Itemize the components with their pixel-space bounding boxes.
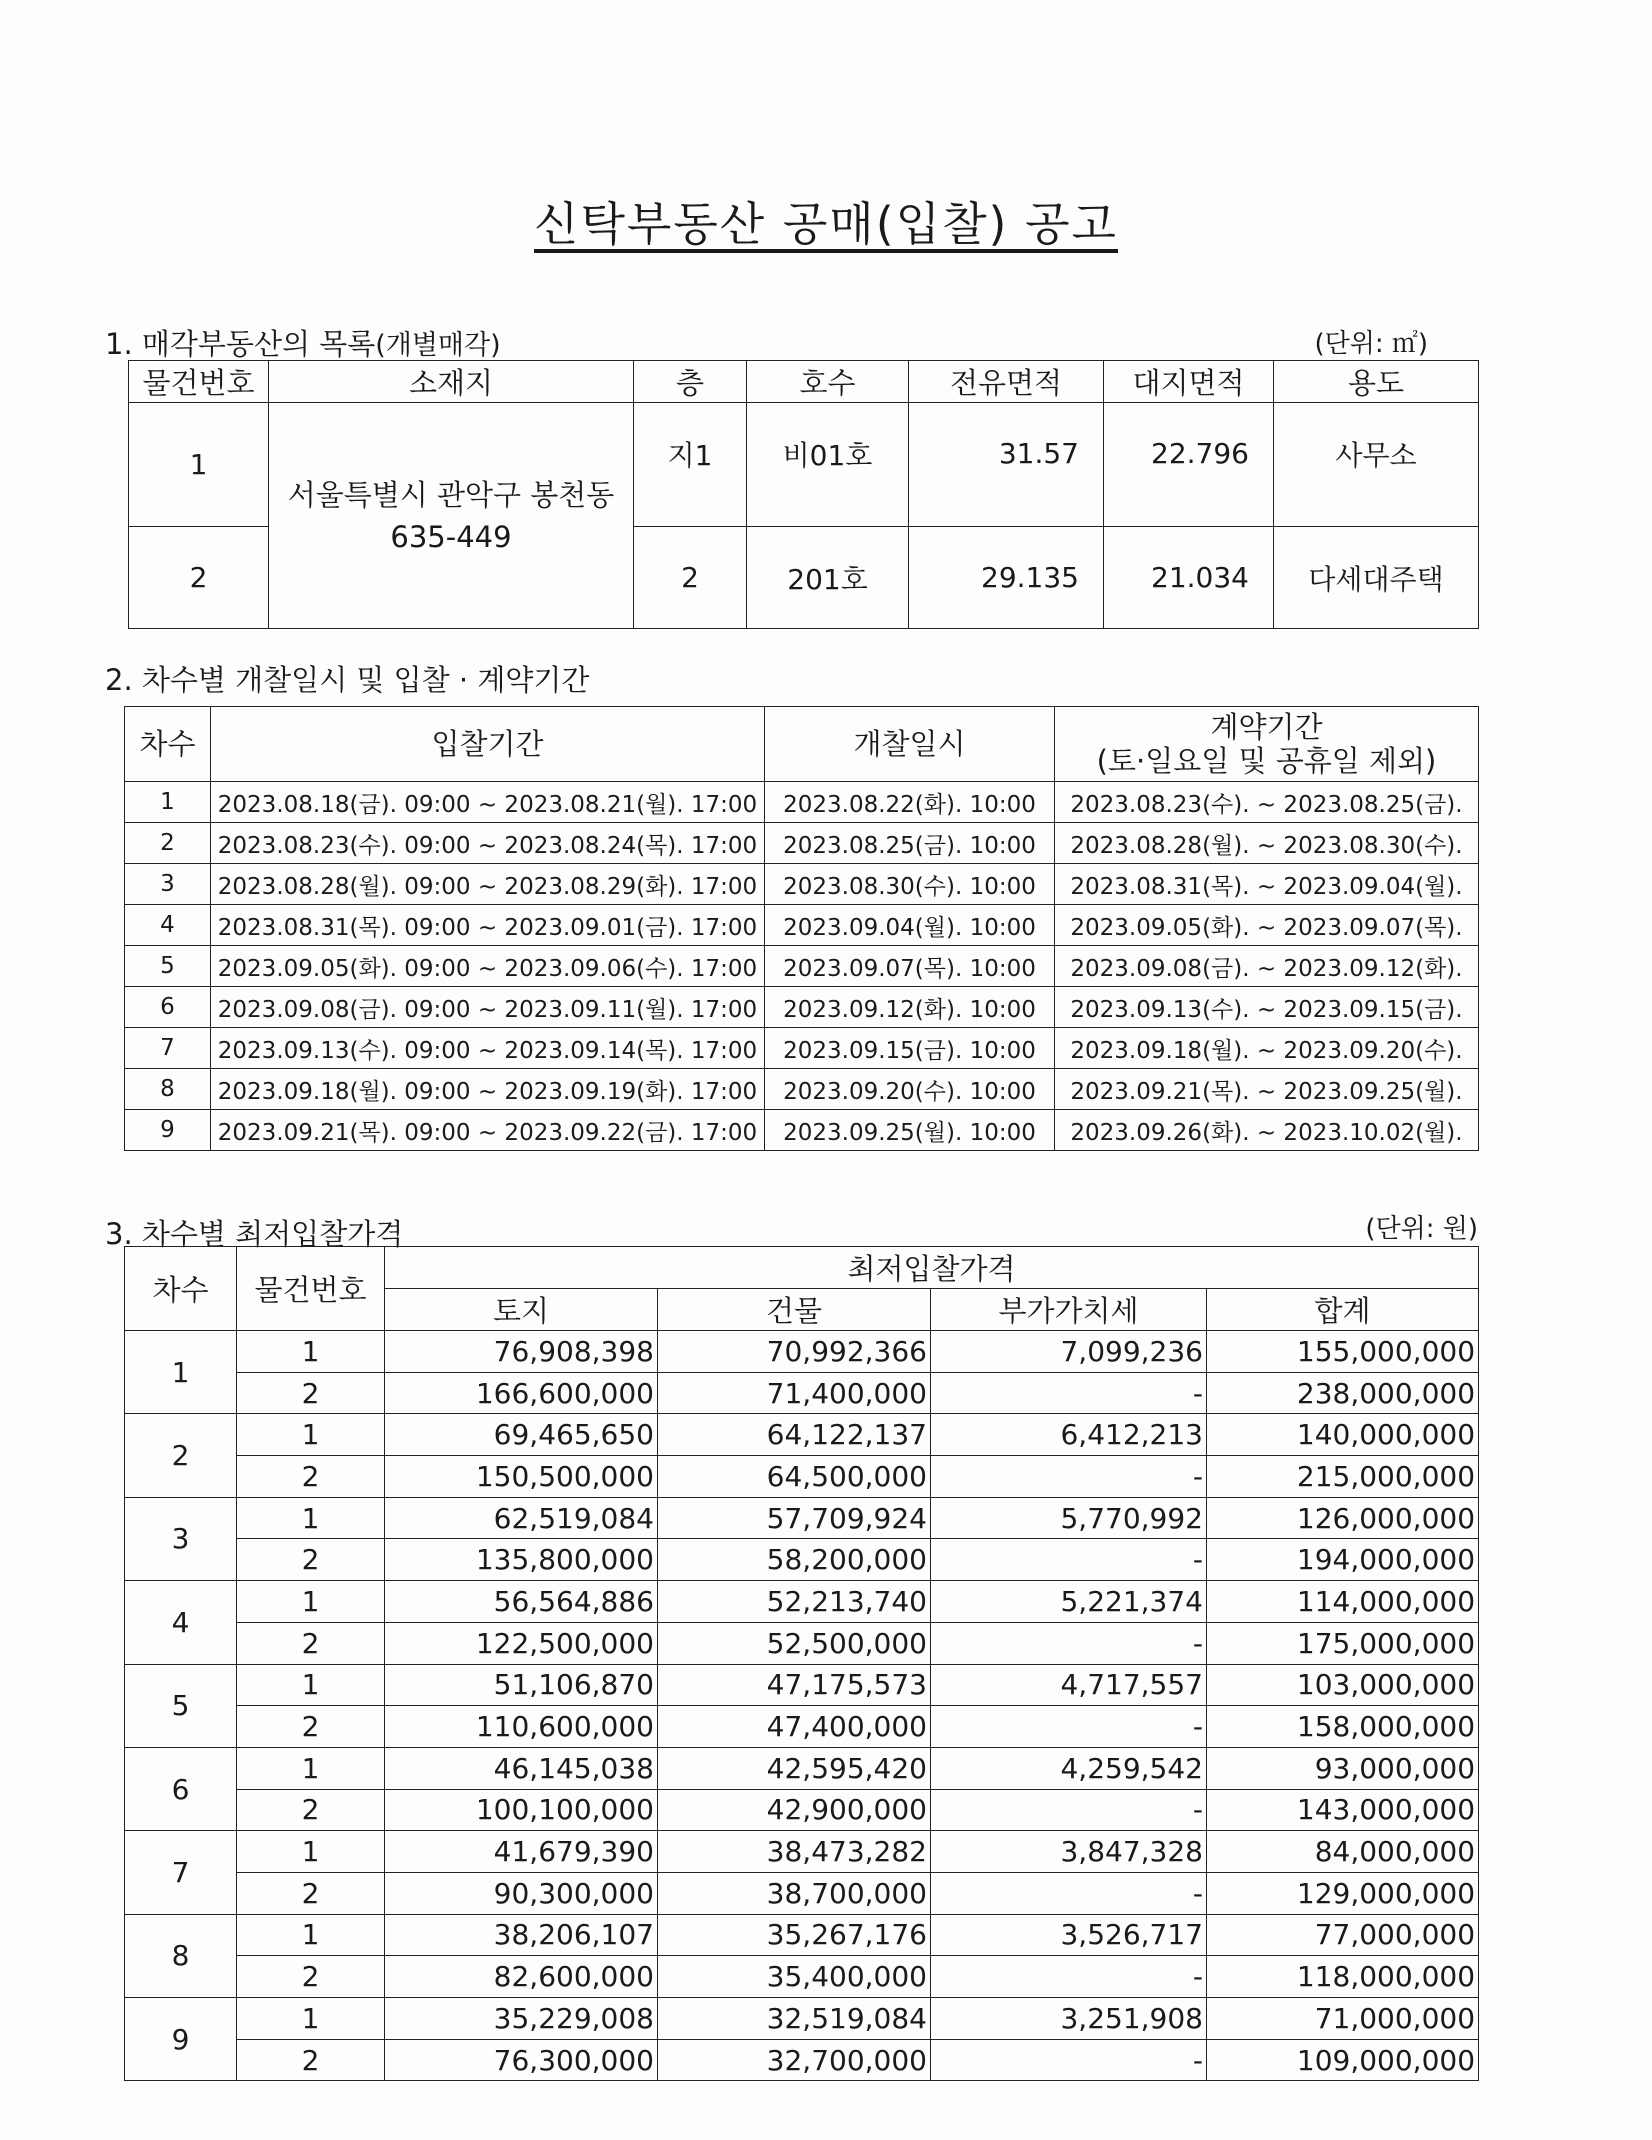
table-header-row	[129, 361, 1479, 403]
table-header-row	[125, 1247, 1479, 1289]
table-row	[125, 1581, 1479, 1623]
item-no: 2	[237, 1872, 385, 1914]
land-price: 76,300,000	[385, 2039, 658, 2081]
table-row	[125, 1456, 1479, 1498]
item-no: 1	[237, 1414, 385, 1456]
land-price: 100,100,000	[385, 1789, 658, 1831]
table-row	[125, 1664, 1479, 1706]
header-round: 차수	[125, 1247, 237, 1331]
total-price: 158,000,000	[1207, 1706, 1479, 1748]
vat-amount: 5,770,992	[931, 1497, 1207, 1539]
item-no: 2	[237, 1372, 385, 1414]
document-title: 신탁부동산 공매(입찰) 공고	[534, 197, 1118, 251]
building-price: 47,400,000	[658, 1706, 931, 1748]
header-round: 차수	[125, 707, 211, 782]
land-price: 51,106,870	[385, 1664, 658, 1706]
table-row	[125, 1539, 1479, 1581]
round-number: 9	[125, 1110, 211, 1151]
land-price: 62,519,084	[385, 1497, 658, 1539]
item-no: 1	[237, 1747, 385, 1789]
table-row	[125, 987, 1479, 1028]
building-price: 38,700,000	[658, 1872, 931, 1914]
total-price: 118,000,000	[1207, 1956, 1479, 1998]
section1-unit: (단위: ㎡)	[1314, 329, 1428, 359]
item-no: 1	[237, 1831, 385, 1873]
section1-heading-sub: (개별매각)	[375, 330, 501, 361]
building-price: 52,213,740	[658, 1581, 931, 1623]
header-contract-line: 계약기간	[1210, 710, 1323, 744]
round-number: 4	[125, 1581, 237, 1664]
total-price: 155,000,000	[1207, 1331, 1479, 1373]
vat-amount: 4,717,557	[931, 1664, 1207, 1706]
schedule-table	[124, 706, 1479, 1151]
section2-heading: 2. 차수별 개찰일시 및 입찰 · 계약기간	[105, 663, 590, 697]
vat-amount: -	[931, 1789, 1207, 1831]
section1-heading	[105, 322, 501, 363]
land-price: 166,600,000	[385, 1372, 658, 1414]
item-no: 2	[237, 2039, 385, 2081]
round-number: 2	[125, 823, 211, 864]
total-price: 126,000,000	[1207, 1497, 1479, 1539]
total-price: 238,000,000	[1207, 1372, 1479, 1414]
building-price: 35,267,176	[658, 1914, 931, 1956]
header-min-price-group: 최저입찰가격	[385, 1247, 1479, 1289]
section3-heading: 3. 차수별 최저입찰가격	[105, 1217, 404, 1251]
table-row	[125, 1622, 1479, 1664]
header-unit: 호수	[747, 361, 909, 403]
vat-amount: -	[931, 1372, 1207, 1414]
vat-amount: -	[931, 1456, 1207, 1498]
building-price: 32,519,084	[658, 1998, 931, 2040]
total-price: 93,000,000	[1207, 1747, 1479, 1789]
total-price: 77,000,000	[1207, 1914, 1479, 1956]
building-price: 52,500,000	[658, 1622, 931, 1664]
table-row	[125, 823, 1479, 864]
table-row	[125, 1998, 1479, 2040]
total-price: 114,000,000	[1207, 1581, 1479, 1623]
table-row	[125, 946, 1479, 987]
round-number: 7	[125, 1831, 237, 1914]
header-building: 건물	[658, 1289, 931, 1331]
bid-period: 2023.08.23(수). 09:00 ~ 2023.08.24(목). 17:00	[211, 823, 765, 864]
round-number: 5	[125, 946, 211, 987]
bid-period: 2023.08.18(금). 09:00 ~ 2023.08.21(월). 17:00	[211, 782, 765, 823]
item-no: 1	[237, 1581, 385, 1623]
header-vat: 부가가치세	[931, 1289, 1207, 1331]
total-price: 175,000,000	[1207, 1622, 1479, 1664]
opening-datetime: 2023.08.25(금). 10:00	[765, 823, 1055, 864]
exclusive-area: 31.57	[909, 403, 1104, 527]
contract-period: 2023.09.08(금). ~ 2023.09.12(화).	[1055, 946, 1479, 987]
land-area: 22.796	[1104, 403, 1274, 527]
vat-amount: -	[931, 1956, 1207, 1998]
building-price: 70,992,366	[658, 1331, 931, 1373]
vat-amount: -	[931, 1622, 1207, 1664]
header-land-area: 대지면적	[1104, 361, 1274, 403]
header-exclusive-area: 전유면적	[909, 361, 1104, 403]
contract-period: 2023.08.28(월). ~ 2023.08.30(수).	[1055, 823, 1479, 864]
contract-period: 2023.09.21(목). ~ 2023.09.25(월).	[1055, 1069, 1479, 1110]
table-row	[125, 1872, 1479, 1914]
address-line: 635-449	[390, 519, 512, 554]
round-number: 2	[125, 1414, 237, 1497]
opening-datetime: 2023.09.25(월). 10:00	[765, 1110, 1055, 1151]
header-use: 용도	[1274, 361, 1479, 403]
land-price: 46,145,038	[385, 1747, 658, 1789]
vat-amount: 3,526,717	[931, 1914, 1207, 1956]
bid-period: 2023.09.05(화). 09:00 ~ 2023.09.06(수). 17:00	[211, 946, 765, 987]
building-price: 47,175,573	[658, 1664, 931, 1706]
vat-amount: -	[931, 1872, 1207, 1914]
header-location: 소재지	[269, 361, 634, 403]
item-no: 2	[237, 1456, 385, 1498]
round-number: 8	[125, 1914, 237, 1997]
bid-period: 2023.09.08(금). 09:00 ~ 2023.09.11(월). 17:00	[211, 987, 765, 1028]
land-price: 38,206,107	[385, 1914, 658, 1956]
unit-number: 201호	[747, 527, 909, 629]
table-row	[125, 1956, 1479, 1998]
table-row	[125, 1706, 1479, 1748]
opening-datetime: 2023.09.04(월). 10:00	[765, 905, 1055, 946]
round-number: 5	[125, 1664, 237, 1747]
building-price: 64,122,137	[658, 1414, 931, 1456]
property-list-table	[128, 360, 1479, 629]
total-price: 129,000,000	[1207, 1872, 1479, 1914]
opening-datetime: 2023.08.22(화). 10:00	[765, 782, 1055, 823]
header-floor: 층	[634, 361, 747, 403]
item-no: 2	[237, 1539, 385, 1581]
land-price: 135,800,000	[385, 1539, 658, 1581]
use: 사무소	[1274, 403, 1479, 527]
vat-amount: 6,412,213	[931, 1414, 1207, 1456]
round-number: 7	[125, 1028, 211, 1069]
table-row	[125, 1331, 1479, 1373]
land-area: 21.034	[1104, 527, 1274, 629]
item-no: 1	[237, 1497, 385, 1539]
header-bid-period: 입찰기간	[211, 707, 765, 782]
header-contract-period	[1055, 707, 1479, 782]
contract-period: 2023.08.23(수). ~ 2023.08.25(금).	[1055, 782, 1479, 823]
round-number: 1	[125, 782, 211, 823]
table-row	[125, 782, 1479, 823]
table-row	[129, 403, 1479, 527]
vat-amount: -	[931, 2039, 1207, 2081]
building-price: 32,700,000	[658, 2039, 931, 2081]
vat-amount: -	[931, 1539, 1207, 1581]
item-no: 1	[237, 1331, 385, 1373]
table-row	[125, 1414, 1479, 1456]
land-price: 110,600,000	[385, 1706, 658, 1748]
total-price: 194,000,000	[1207, 1539, 1479, 1581]
item-no: 1	[237, 1664, 385, 1706]
opening-datetime: 2023.09.07(목). 10:00	[765, 946, 1055, 987]
vat-amount: 4,259,542	[931, 1747, 1207, 1789]
contract-period: 2023.09.13(수). ~ 2023.09.15(금).	[1055, 987, 1479, 1028]
total-price: 84,000,000	[1207, 1831, 1479, 1873]
vat-amount: 3,847,328	[931, 1831, 1207, 1873]
table-row	[125, 1110, 1479, 1151]
use: 다세대주택	[1274, 527, 1479, 629]
table-row	[125, 1747, 1479, 1789]
unit-number: 비01호	[747, 403, 909, 527]
round-number: 6	[125, 1747, 237, 1830]
round-number: 8	[125, 1069, 211, 1110]
vat-amount: 3,251,908	[931, 1998, 1207, 2040]
bid-period: 2023.08.28(월). 09:00 ~ 2023.08.29(화). 17:00	[211, 864, 765, 905]
round-number: 1	[125, 1331, 237, 1414]
table-row	[125, 1789, 1479, 1831]
total-price: 71,000,000	[1207, 1998, 1479, 2040]
round-number: 9	[125, 1998, 237, 2081]
land-price: 76,908,398	[385, 1331, 658, 1373]
item-no: 2	[237, 1622, 385, 1664]
table-row	[125, 1914, 1479, 1956]
item-no: 2	[237, 1789, 385, 1831]
vat-amount: -	[931, 1706, 1207, 1748]
round-number: 4	[125, 905, 211, 946]
total-price: 103,000,000	[1207, 1664, 1479, 1706]
land-price: 56,564,886	[385, 1581, 658, 1623]
floor: 지1	[634, 403, 747, 527]
bid-period: 2023.09.13(수). 09:00 ~ 2023.09.14(목). 17:00	[211, 1028, 765, 1069]
building-price: 35,400,000	[658, 1956, 931, 1998]
floor: 2	[634, 527, 747, 629]
section3-unit: (단위: 원)	[1365, 1214, 1478, 1244]
opening-datetime: 2023.08.30(수). 10:00	[765, 864, 1055, 905]
contract-period: 2023.08.31(목). ~ 2023.09.04(월).	[1055, 864, 1479, 905]
vat-amount: 7,099,236	[931, 1331, 1207, 1373]
land-price: 35,229,008	[385, 1998, 658, 2040]
min-price-table	[124, 1246, 1479, 2081]
section1-heading-main: 1. 매각부동산의 목록	[105, 327, 376, 361]
item-no: 2	[237, 1706, 385, 1748]
building-price: 42,900,000	[658, 1789, 931, 1831]
opening-datetime: 2023.09.15(금). 10:00	[765, 1028, 1055, 1069]
building-price: 64,500,000	[658, 1456, 931, 1498]
land-price: 82,600,000	[385, 1956, 658, 1998]
round-number: 6	[125, 987, 211, 1028]
building-price: 58,200,000	[658, 1539, 931, 1581]
header-item-no: 물건번호	[129, 361, 269, 403]
bid-period: 2023.09.18(월). 09:00 ~ 2023.09.19(화). 17:00	[211, 1069, 765, 1110]
round-number: 3	[125, 864, 211, 905]
contract-period: 2023.09.05(화). ~ 2023.09.07(목).	[1055, 905, 1479, 946]
land-price: 69,465,650	[385, 1414, 658, 1456]
land-price: 90,300,000	[385, 1872, 658, 1914]
round-number: 3	[125, 1497, 237, 1580]
table-row	[125, 1831, 1479, 1873]
item-no: 1	[237, 1998, 385, 2040]
table-row	[125, 1372, 1479, 1414]
table-header-row	[125, 707, 1479, 782]
table-row	[125, 1069, 1479, 1110]
total-price: 109,000,000	[1207, 2039, 1479, 2081]
header-total: 합계	[1207, 1289, 1479, 1331]
land-price: 122,500,000	[385, 1622, 658, 1664]
item-no: 1	[129, 403, 269, 527]
contract-period: 2023.09.26(화). ~ 2023.10.02(월).	[1055, 1110, 1479, 1151]
header-land: 토지	[385, 1289, 658, 1331]
total-price: 215,000,000	[1207, 1456, 1479, 1498]
table-row	[125, 905, 1479, 946]
header-contract-line: (토·일요일 및 공휴일 제외)	[1096, 744, 1437, 778]
location-cell	[269, 403, 634, 629]
opening-datetime: 2023.09.12(화). 10:00	[765, 987, 1055, 1028]
opening-datetime: 2023.09.20(수). 10:00	[765, 1069, 1055, 1110]
item-no: 1	[237, 1914, 385, 1956]
total-price: 143,000,000	[1207, 1789, 1479, 1831]
table-row	[125, 1028, 1479, 1069]
bid-period: 2023.09.21(목). 09:00 ~ 2023.09.22(금). 17:00	[211, 1110, 765, 1151]
table-row	[125, 864, 1479, 905]
table-row	[125, 1497, 1479, 1539]
vat-amount: 5,221,374	[931, 1581, 1207, 1623]
bid-period: 2023.08.31(목). 09:00 ~ 2023.09.01(금). 17:00	[211, 905, 765, 946]
building-price: 38,473,282	[658, 1831, 931, 1873]
header-item-no: 물건번호	[237, 1247, 385, 1331]
land-price: 41,679,390	[385, 1831, 658, 1873]
table-row	[125, 2039, 1479, 2081]
land-price: 150,500,000	[385, 1456, 658, 1498]
building-price: 71,400,000	[658, 1372, 931, 1414]
address-line: 서울특별시 관악구 봉천동	[287, 477, 615, 512]
building-price: 57,709,924	[658, 1497, 931, 1539]
item-no: 2	[237, 1956, 385, 1998]
contract-period: 2023.09.18(월). ~ 2023.09.20(수).	[1055, 1028, 1479, 1069]
header-opening: 개찰일시	[765, 707, 1055, 782]
total-price: 140,000,000	[1207, 1414, 1479, 1456]
building-price: 42,595,420	[658, 1747, 931, 1789]
exclusive-area: 29.135	[909, 527, 1104, 629]
item-no: 2	[129, 527, 269, 629]
